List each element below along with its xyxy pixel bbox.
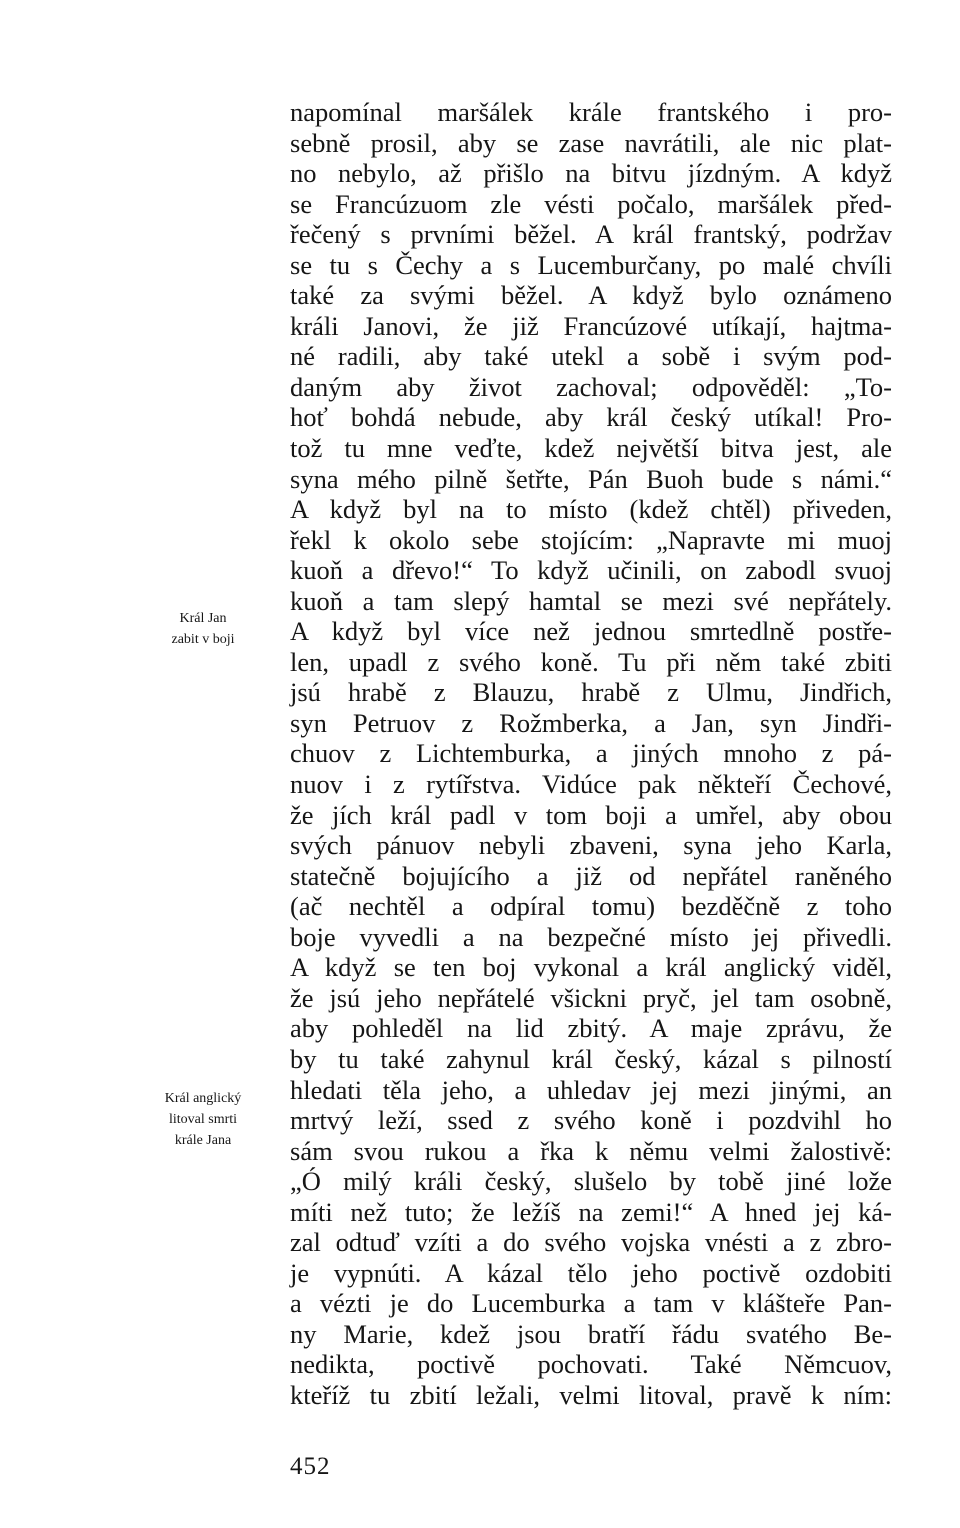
marginal-note-line: zabit v boji — [171, 632, 235, 647]
text-line: (ač nechtěl a odpíral tomu) bezděčně z toho — [290, 891, 892, 922]
text-line: nuov i z rytířstva. Vidúce pak někteří Čechové, — [290, 769, 892, 800]
text-line: kuoň a dřevo!“ To když učinili, on zabodl svuoj — [290, 555, 892, 586]
text-line: „Ó milý králi český, slušelo by tobě jiné lože — [290, 1166, 892, 1197]
text-line: kuoň a tam slepý hamtal se mezi své nepřátely. — [290, 585, 892, 616]
text-line: A když byl více než jednou smrtedlně postře- — [290, 616, 892, 647]
text-line: také za svými běžel. A když bylo oznámeno — [290, 280, 892, 311]
text-line: tož tu mne veďte, kdež největší bitva jest, ale — [290, 433, 892, 464]
marginal-note-english-king-mourned — [140, 1088, 266, 1151]
text-line: statečně bojujícího a již od nepřátel raněného — [290, 860, 892, 891]
text-line: sám svou rukou a řka k němu velmi žalostivě: — [290, 1135, 892, 1166]
text-line: A když se ten boj vykonal a král anglický viděl, — [290, 952, 892, 983]
text-line: daným aby život zachoval; odpověděl: „To- — [290, 371, 892, 402]
text-line: že jsú jeho nepřátelé všickni pryč, jel tam osobně, — [290, 982, 892, 1013]
main-text-block — [290, 97, 892, 1411]
text-line: A když byl na to místo (kdež chtěl) přiveden, — [290, 494, 892, 525]
text-line: zal odtuď vzíti a do svého vojska vnésti a z zbro- — [290, 1227, 892, 1258]
text-line: hledati těla jeho, a uhledav jej mezi jinými, an — [290, 1074, 892, 1105]
text-line: by tu také zahynul král český, kázal s pilností — [290, 1043, 892, 1074]
text-line: že jích král padl v tom boji a umřel, aby obou — [290, 799, 892, 830]
text-line: napomínal maršálek krále frantského i pro- — [290, 97, 892, 127]
text-line: ny Marie, kdež jsou bratří řádu svatého Be- — [290, 1318, 892, 1349]
text-line: né radili, aby také utekl a sobě i svým pod- — [290, 341, 892, 372]
text-line: hoť bohdá nebude, aby král český utíkal! Pro- — [290, 402, 892, 433]
text-line: se Francúzuom zle vésti počalo, maršálek před- — [290, 188, 892, 219]
text-line: řečený s prvními běžel. A král frantský, podržav — [290, 219, 892, 250]
text-line: syna mého pilně šetřte, Pán Buoh bude s námi.“ — [290, 463, 892, 494]
marginal-note-line: litoval smrti — [168, 1112, 238, 1127]
text-line: je vypnúti. A kázal tělo jeho poctivě ozdobiti — [290, 1257, 892, 1288]
text-line: chuov z Lichtemburka, a jiných mnoho z pá- — [290, 738, 892, 769]
text-line: králi Janovi, že již Francúzové utíkají, hajtma- — [290, 310, 892, 341]
marginal-note-line: krále Jana — [174, 1133, 232, 1148]
text-line: míti než tuto; že ležíš na zemi!“ A hned jej ká- — [290, 1196, 892, 1227]
text-line: svých pánuov nebyli zbaveni, syna jeho Karla, — [290, 830, 892, 861]
text-line: a vézti je do Lucemburka a tam v klášteře Pan- — [290, 1288, 892, 1319]
text-line: aby pohleděl na lid zbitý. A maje zprávu, že — [290, 1013, 892, 1044]
text-line: boje vyvedli a na bezpečné místo jej přivedli. — [290, 921, 892, 952]
text-line: len, upadl z svého koně. Tu při něm také zbiti — [290, 646, 892, 677]
text-line: kteříž tu zbití ležali, velmi litoval, pravě k ním: — [290, 1379, 892, 1410]
text-line: nedikta, poctivě pochovati. Také Němcuov, — [290, 1349, 892, 1380]
marginal-note-line: Král anglický — [164, 1091, 242, 1106]
marginal-note-king-john-killed — [140, 608, 266, 650]
text-line: se tu s Čechy a s Lucemburčany, po malé chvíli — [290, 249, 892, 280]
text-line: syn Petruov z Rožmberka, a Jan, syn Jindři- — [290, 707, 892, 738]
text-line: mrtvý leží, ssed z svého koně i pozdvihl ho — [290, 1105, 892, 1136]
text-line: sebně prosil, aby se zase navrátili, ale nic plat- — [290, 127, 892, 158]
text-line: jsú hrabě z Blauzu, hrabě z Ulmu, Jindřich, — [290, 677, 892, 708]
text-line: řekl k okolo sebe stojícím: „Napravte mi muoj — [290, 524, 892, 555]
text-line: no nebylo, až přišlo na bitvu jízdným. A když — [290, 158, 892, 189]
marginal-note-line: Král Jan — [179, 611, 227, 626]
page-number: 452 — [290, 1453, 331, 1480]
